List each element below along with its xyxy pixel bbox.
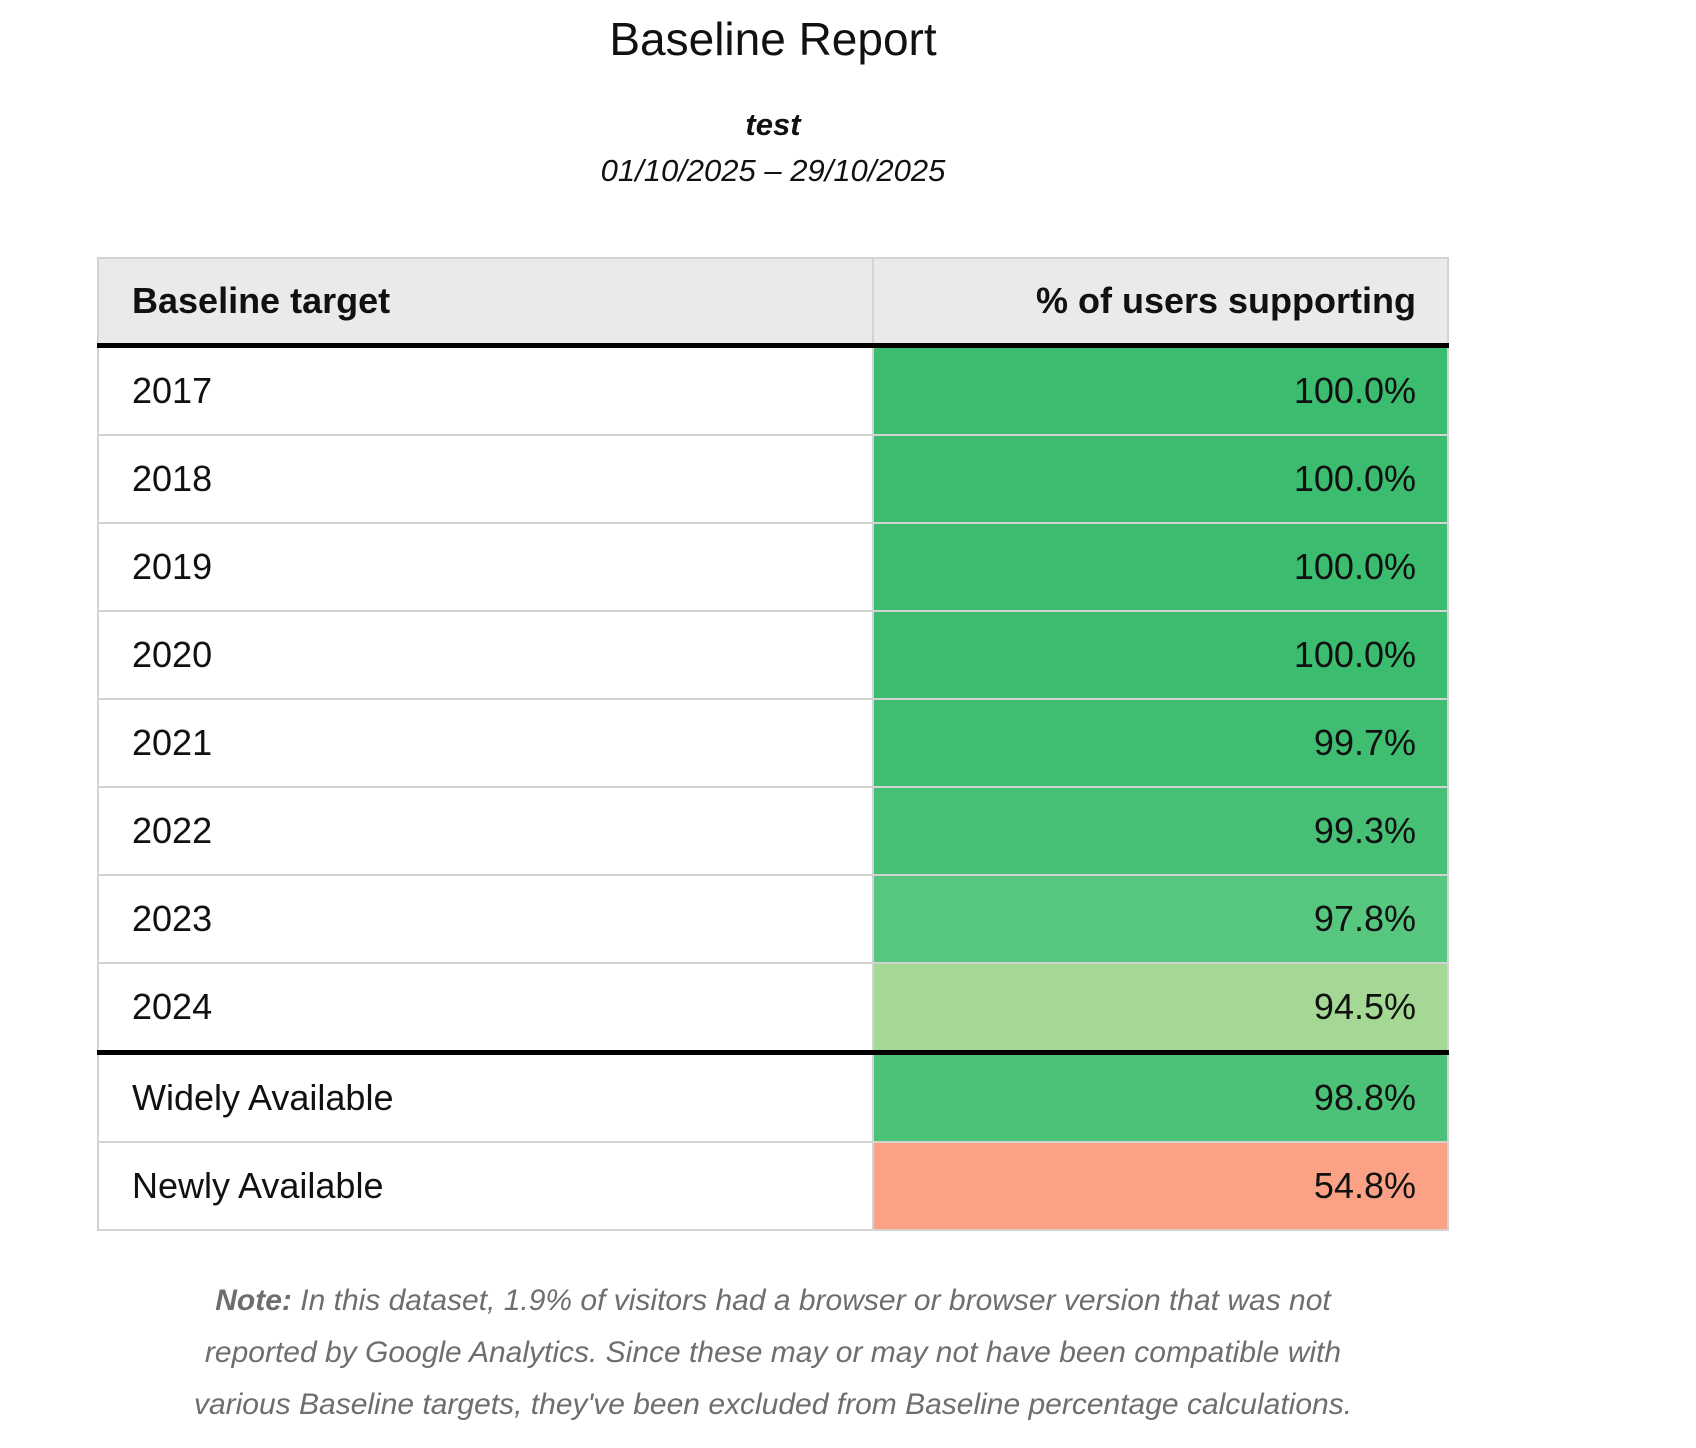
baseline-target-cell: 2020: [98, 611, 873, 699]
pct-users-cell: 100.0%: [873, 346, 1448, 436]
baseline-target-cell: 2023: [98, 875, 873, 963]
note-line-1: In this dataset, 1.9% of visitors had a browser or browser version that was not: [300, 1284, 1331, 1317]
baseline-target-cell: 2018: [98, 435, 873, 523]
table-row: [98, 435, 1448, 523]
table-row: [98, 699, 1448, 787]
table-row: [98, 1142, 1448, 1230]
table-row: [98, 787, 1448, 875]
report-subtitle: test: [745, 107, 801, 142]
pct-users-cell: 97.8%: [873, 875, 1448, 963]
baseline-target-cell: 2021: [98, 699, 873, 787]
column-header-pct-users-supporting: % of users supporting: [873, 258, 1448, 346]
report-page: [97, 0, 1449, 1431]
table-row: [98, 1053, 1448, 1143]
baseline-target-cell: 2024: [98, 963, 873, 1053]
table-row: [98, 963, 1448, 1053]
report-date-range: 01/10/2025 – 29/10/2025: [600, 153, 946, 188]
note-line-3: various Baseline targets, they've been excluded from Baseline percentage calculations.: [193, 1388, 1353, 1421]
pct-users-cell: 100.0%: [873, 435, 1448, 523]
page-title: Baseline Report: [609, 13, 937, 65]
note-line-2: reported by Google Analytics. Since these may or may not have been compatible with: [204, 1336, 1342, 1369]
table-row: [98, 346, 1448, 436]
baseline-target-cell: Newly Available: [98, 1142, 873, 1230]
pct-users-cell: 54.8%: [873, 1142, 1448, 1230]
pct-users-cell: 99.3%: [873, 787, 1448, 875]
table-header-row: [98, 258, 1448, 346]
baseline-target-cell: 2019: [98, 523, 873, 611]
pct-users-cell: 94.5%: [873, 963, 1448, 1053]
table-body: [98, 346, 1448, 1231]
pct-users-cell: 99.7%: [873, 699, 1448, 787]
pct-users-cell: 98.8%: [873, 1053, 1448, 1143]
baseline-target-cell: 2022: [98, 787, 873, 875]
note-label: Note:: [215, 1284, 292, 1317]
baseline-table: [97, 257, 1449, 1231]
baseline-target-cell: 2017: [98, 346, 873, 436]
baseline-target-cell: Widely Available: [98, 1053, 873, 1143]
table-row: [98, 611, 1448, 699]
pct-users-cell: 100.0%: [873, 611, 1448, 699]
table-row: [98, 523, 1448, 611]
column-header-baseline-target: Baseline target: [98, 258, 873, 346]
pct-users-cell: 100.0%: [873, 523, 1448, 611]
note: [97, 1275, 1449, 1431]
table-row: [98, 875, 1448, 963]
